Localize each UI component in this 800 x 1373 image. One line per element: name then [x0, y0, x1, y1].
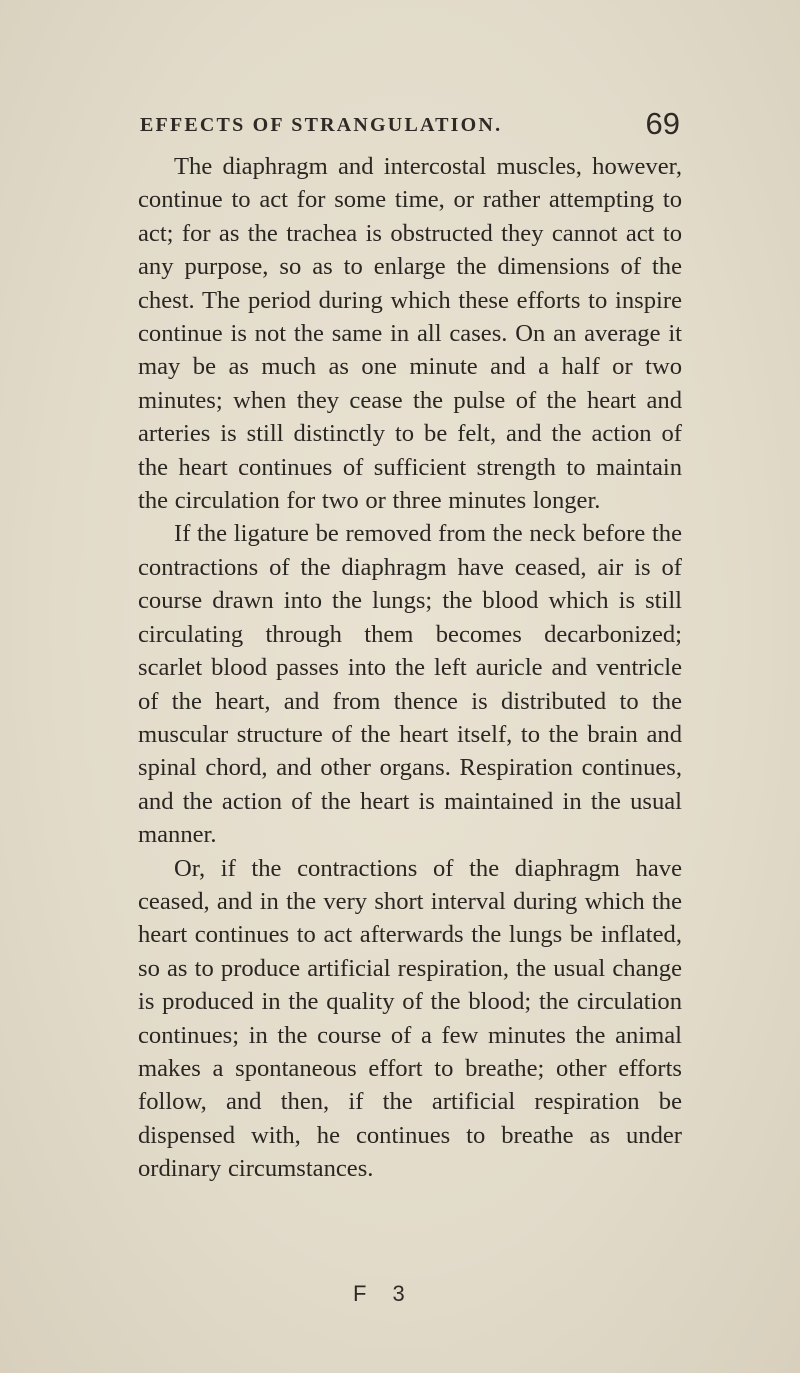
page-number: 69 [645, 106, 680, 141]
paragraph-2: If the ligature be removed from the neck before the contractions of the diaphragm have ceased, air is of course drawn into the lungs; the blood which is still circulating through them becomes decarbonized; scarlet blood passes into the left auricle and ventricle of the heart, and from thence is distributed to the muscular structure of the heart itself, to the brain and spinal chord, and other organs. Respiration continues, and the action of the heart is maintained in the usual manner. [138, 520, 682, 849]
running-title: EFFECTS OF STRANGULATION. [140, 114, 503, 136]
running-head [140, 106, 680, 146]
paragraph-1: The diaphragm and intercostal muscles, however, continue to act for some time, or rather attempting to act; for as the trachea is obstructed they cannot act to any purpose, so as to enlarge the dimensions of the chest. The period during which these efforts to inspire continue is not the same in all cases. On an average it may be as much as one minute and a half or two minutes; when they cease the pulse of the heart and arteries is still distinctly to be felt, and the action of the heart continues of sufficient strength to maintain the circulation for two or three minutes longer. [138, 153, 682, 515]
paragraph-3: Or, if the contractions of the diaphragm have ceased, and in the very short interval during which the heart continues to act afterwards the lungs be inflated, so as to produce artificial respiration, the usual change is produced in the quality of the blood; the circulation continues; in the course of a few minutes the animal makes a spontaneous effort to breathe; other efforts follow, and then, if the artificial respiration be dispensed with, he continues to breathe as under ordinary circumstances. [138, 854, 682, 1183]
signature-mark: F 3 [353, 1281, 415, 1306]
body-text [138, 150, 682, 1186]
